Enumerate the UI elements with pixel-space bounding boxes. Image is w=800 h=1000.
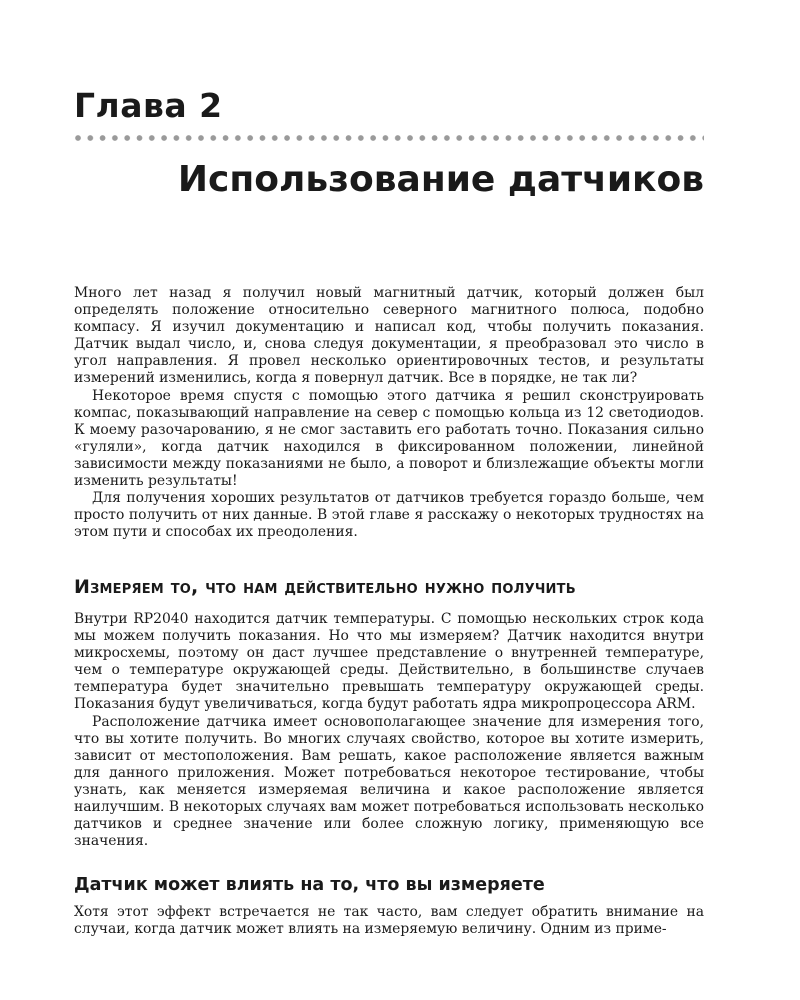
intro-paragraph-3: Для получения хороших результатов от датчиков требуется гораздо больше, чем просто получить от них данные. В этой главе я расскажу о некоторых трудностях на этом пути и способах их преодоления. [74,490,704,541]
section-2-text [74,904,704,938]
chapter-title: Использование датчиков [177,159,704,200]
section-2-paragraph-1: Хотя этот эффект встречается не так часто, вам следует обратить внимание на случаи, когда датчик может влиять на измеряемую величину. Одним из приме- [74,904,704,938]
subsection-heading: Датчик может влиять на то, что вы измеряете [74,875,545,895]
section-1-paragraph-2: Расположение датчика имеет основополагающее значение для измерения того, что вы хотите получить. Во многих случаях свойство, которое вы хотите измерить, зависит от местоположения. Вам решать, какое расположение является важным для данного приложения. Может потребоваться некоторое тестирование, чтобы узнать, как меняется измеряемая величина и какое расположение является наилучшим. В некоторых случаях вам может потребоваться использовать несколько датчиков и среднее значение или более сложную логику, применяющую все значения. [74,713,704,850]
intro-text [74,285,704,541]
dotted-divider [74,134,704,142]
section-1-paragraph-1: Внутри RP2040 находится датчик температуры. С помощью нескольких строк кода мы можем получить показания. Но что мы измеряем? Датчик находится внутри микросхемы, поэтому он даст лучшее представление о внутренней температуре, чем о температуре окружающей среды. Действительно, в большинстве случаев температура будет значительно превышать температуру окружающей среды. Показания будут увеличиваться, когда будут работать ядра микропроцессора ARM. [74,611,704,713]
section-heading: Измеряем то, что нам действительно нужно получить [74,576,576,598]
intro-paragraph-1: Много лет назад я получил новый магнитный датчик, который должен был определять положение относительно северного магнитного полюса, подобно компасу. Я изучил документацию и написал код, чтобы получить показания. Датчик выдал число, и, снова следуя документации, я преобразовал это число в угол направления. Я провел несколько ориентировочных тестов, и результаты измерений изменились, когда я повернул датчик. Все в порядке, не так ли? [74,285,704,387]
intro-paragraph-2: Некоторое время спустя с помощью этого датчика я решил сконструировать компас, показывающий направление на север с помощью кольца из 12 светодиодов. К моему разочарованию, я не смог заставить его работать точно. Показания сильно «гуляли», когда датчик находился в фиксированном положении, линейной зависимости между показаниями не было, а поворот и близлежащие объекты могли изменить результаты! [74,387,704,490]
chapter-label: Глава 2 [74,86,223,125]
section-1-text [74,611,704,850]
